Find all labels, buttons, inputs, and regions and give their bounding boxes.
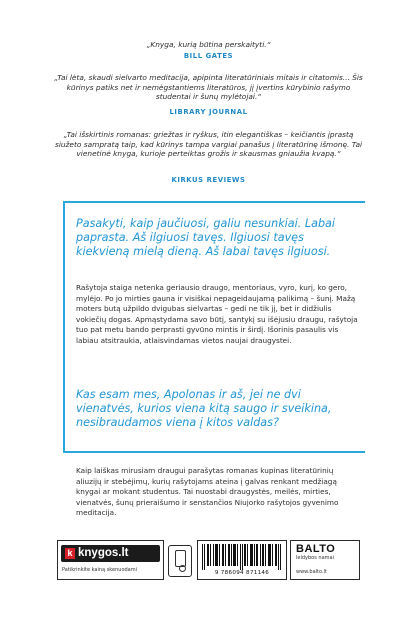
lead-quote: Pasakyti, kaip jaučiuosi, galiu nesunkiai. Labai paprasta. Aš ilgiuosi tavęs. Ilgiuosi tavęs kiekvieną mielą dieną. Aš labai tavęs ilgiuosi.: [76, 217, 336, 259]
store-logo-icon: k: [65, 548, 75, 559]
bottom-divider: [63, 451, 365, 453]
quote-source-2: LIBRARY JOURNAL: [169, 108, 248, 116]
publisher-logo: BALTO: [296, 543, 336, 555]
publisher-url: www.balto.lt: [296, 569, 327, 575]
magnifier-icon: [179, 565, 186, 572]
quote-1: „Knyga, kurią būtina perskaityti.“: [146, 40, 271, 49]
publisher-panel: [290, 540, 360, 580]
barcode-bars: [202, 544, 282, 570]
publisher-subtitle: leidybos namai: [296, 555, 334, 561]
phone-scan-box: [168, 545, 192, 577]
quote-3: „Tai išskirtinis romanas: griežtas ir ryškus, itin elegantiškas – keičiantis įprastą siužeto sampratą taip, kad kūrinys tampa vargiai panašus į literatūrinę išmonę. Tai vienetinė knyga, kurioje perteiktas grožis ir skausmas gniaužia kvapą.“: [54, 130, 363, 159]
store-logo-text: knygos.lt: [78, 547, 129, 559]
top-divider: [63, 201, 365, 203]
barcode-number: 9 786094 871146: [214, 570, 270, 576]
closing-quote: Kas esam mes, Apolonas ir aš, jei ne dvi vienatvės, kurios viena kitą saugo ir sveikina, nesibraudamos viena į kitos valdas?: [76, 388, 332, 430]
quote-source-1: BILL GATES: [183, 52, 234, 60]
barcode: [197, 540, 287, 580]
left-rule: [63, 201, 65, 453]
quote-source-3: KIRKUS REVIEWS: [171, 176, 246, 184]
lower-description: Kaip laiškas mirusiam draugui parašytas romanas kupinas literatūrinių aliuzijų ir stebėjimų, kurių rašytojams ateina į galvas renkant medžiagą knygai ar mokant studentus. Tai nuostabi draugystės, meilės, mirties, vienatvės, šunų prieraišumo ir senstančios Niujorko rašytojos gyvenimo meditacija.: [76, 466, 339, 518]
store-logo: [61, 545, 160, 562]
store-panel: [57, 540, 164, 580]
description: Rašytoja staiga netenka geriausio draugo, mentoriaus, vyro, kurį, ko gero, mylėjo. Po jo mirties gauna ir visiškai nepageidaujamą palikimą – šunį. Mažą moters butą užpildo dvigubas sielvartas – gedi ne tik jį, bet ir didžiulis vokiečių dogas. Apmąstydama savo būtį, santykį su išėjusiu draugu, rašytoja tuo pat metu bando perprasti gyvūno mintis ir širdį. Išorinis pasaulis vis labiau atsitraukia, atlaisvindamas vietos naujai draugystei.: [76, 283, 358, 345]
store-tagline: Patikrinkite kainą skenuodami: [62, 567, 137, 573]
quote-2: „Tai lėta, skaudi sielvarto meditacija, apipinta literatūriniais mitais ir citatomis... Šis kūrinys patiks net ir nemėgstantiems literatūros, jį įvertins kūrybinio rašymo studentai ir šunų mylėtojai.“: [54, 73, 363, 102]
